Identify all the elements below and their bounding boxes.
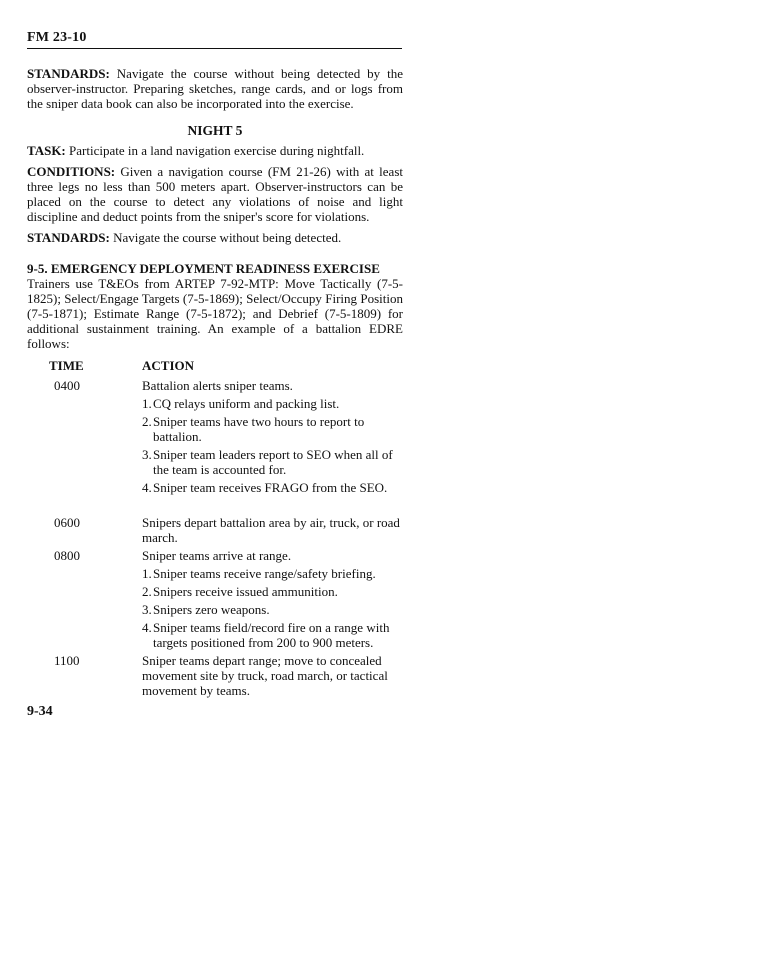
step-number: 4. (142, 620, 152, 635)
time-column-header: TIME (49, 358, 84, 373)
night5-standards-label: STANDARDS: (27, 230, 110, 245)
schedule-entry (27, 653, 403, 698)
step-number: 1. (142, 566, 152, 581)
entry-action (142, 653, 403, 698)
standards-paragraph (27, 66, 403, 111)
entry-time: 0400 (54, 378, 80, 393)
step-item (142, 620, 403, 650)
step-text: Snipers receive issued ammunition. (153, 584, 338, 599)
step-text: Sniper team leaders report to SEO when all of the team is accounted for. (153, 447, 393, 477)
night5-heading: NIGHT 5 (187, 123, 243, 138)
step-text: Sniper teams receive range/safety briefing. (153, 566, 376, 581)
night5-standards-paragraph (27, 230, 403, 245)
page-header (27, 28, 402, 49)
entry-action-text: Sniper teams arrive at range. (142, 548, 292, 563)
conditions-paragraph (27, 164, 403, 224)
entry-time: 0800 (54, 548, 80, 563)
entry-time: 1100 (54, 653, 80, 668)
night5-standards-text: Navigate the course without being detected. (109, 230, 342, 245)
entry-action-text: Sniper teams depart range; move to concealed movement site by truck, road march, or tactical movement by teams. (142, 653, 388, 698)
conditions-text: Given a navigation course (FM 21-26) with at least three legs no less than 500 meters apart. Observer-instructors can be placed on the course to detect any violations of noise and light discipline and deduct points from the sniper's score for violations. (27, 164, 403, 224)
entry-action-text: Battalion alerts sniper teams. (142, 378, 293, 393)
step-text: Sniper teams field/record fire on a range with targets positioned from 200 to 900 meters. (153, 620, 390, 650)
conditions-label: CONDITIONS: (27, 164, 116, 179)
step-number: 2. (142, 414, 152, 429)
step-number: 3. (142, 447, 152, 462)
section-body: Trainers use T&EOs from ARTEP 7-92-MTP: Move Tactically (7-5-1825); Select/Engage Targets (7-5-1869); Select/Occupy Firing Position (7-5-1871); Estimate Range (7-5-1872); and Debrief (7-5-1809) for additional sustainment training. An example of a battalion EDRE follows: (27, 276, 403, 351)
step-item (142, 566, 403, 581)
standards-label: STANDARDS: (27, 66, 110, 81)
schedule-entry (27, 548, 403, 650)
standards-text: Navigate the course without being detected by the observer-instructor. Preparing sketches, range cards, and or logs from the sniper data book can also be incorporated into the exercise. (27, 66, 403, 111)
task-label: TASK: (27, 143, 66, 158)
step-item (142, 480, 403, 495)
entry-action-text: Snipers depart battalion area by air, truck, or road march. (142, 515, 400, 545)
step-number: 1. (142, 396, 152, 411)
step-text: Snipers zero weapons. (153, 602, 270, 617)
entry-action (142, 548, 403, 650)
manual-id: FM 23-10 (27, 30, 87, 45)
step-number: 2. (142, 584, 152, 599)
task-text: Participate in a land navigation exercise during nightfall. (65, 143, 365, 158)
step-text: CQ relays uniform and packing list. (153, 396, 340, 411)
page-number: 9-34 (27, 704, 53, 719)
step-item (142, 584, 403, 599)
step-item (142, 602, 403, 617)
entry-time: 0600 (54, 515, 80, 530)
schedule-header (27, 358, 403, 375)
step-list (142, 396, 403, 495)
step-number: 4. (142, 480, 152, 495)
action-column-header: ACTION (142, 358, 195, 373)
step-number: 3. (142, 602, 152, 617)
step-text: Sniper team receives FRAGO from the SEO. (153, 480, 388, 495)
entry-action (142, 378, 403, 495)
entry-action (142, 515, 403, 545)
step-item (142, 447, 403, 477)
step-item (142, 414, 403, 444)
page-content (27, 66, 403, 701)
step-text: Sniper teams have two hours to report to battalion. (153, 414, 365, 444)
task-paragraph (27, 143, 403, 158)
schedule-entry (27, 515, 403, 545)
section-heading: 9-5. EMERGENCY DEPLOYMENT READINESS EXERCISE (27, 261, 380, 276)
step-list (142, 566, 403, 650)
schedule-entry (27, 378, 403, 495)
step-item (142, 396, 403, 411)
